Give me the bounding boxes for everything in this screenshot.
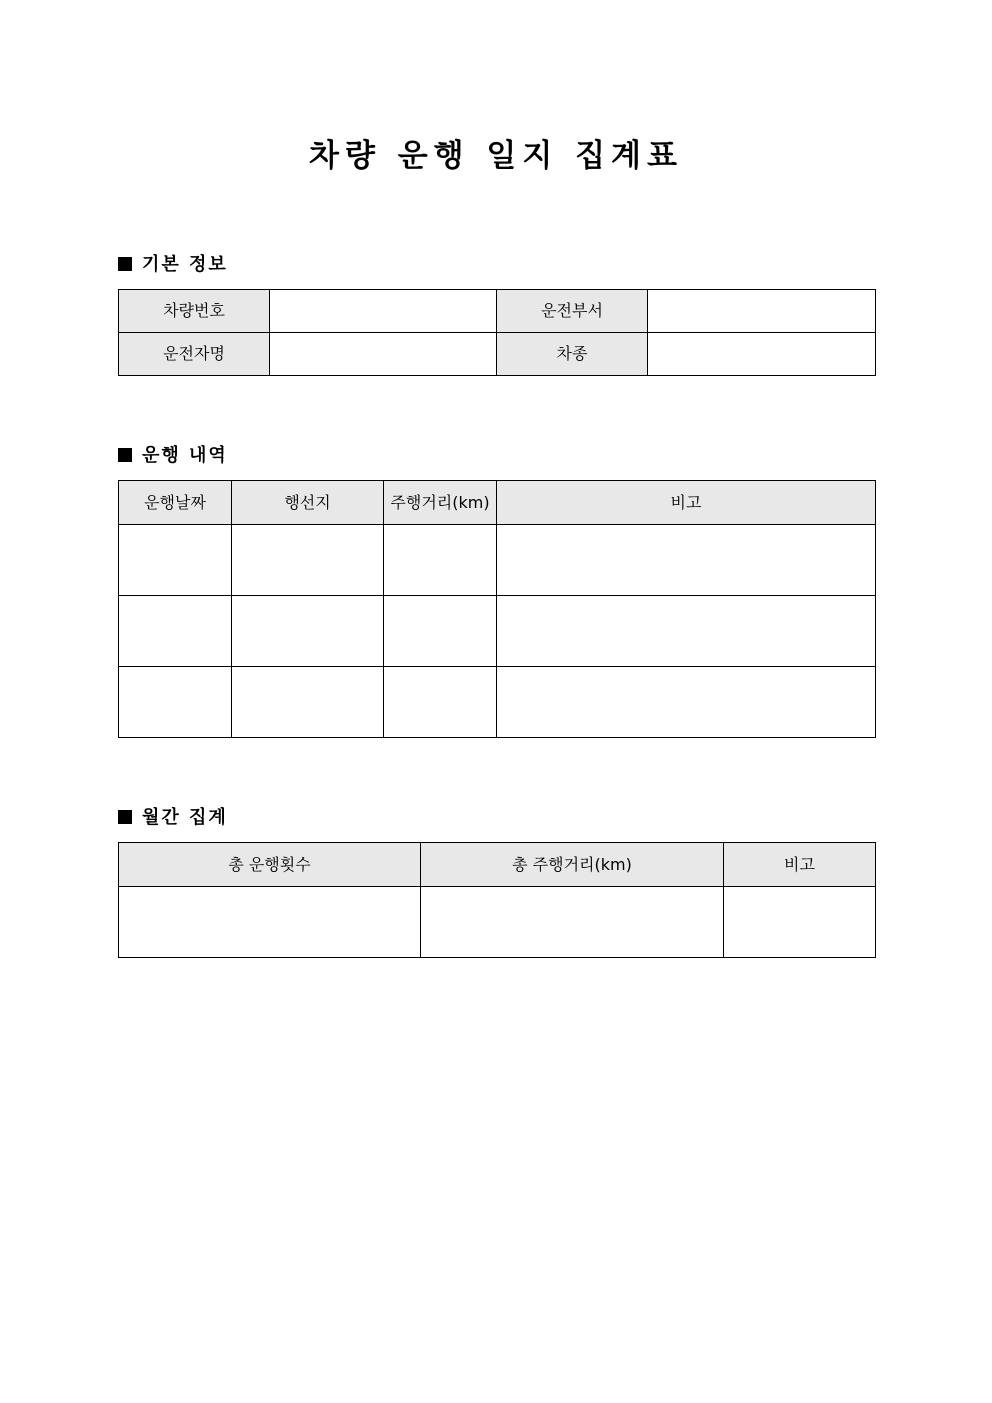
- distance-cell[interactable]: [384, 667, 497, 738]
- destination-cell[interactable]: [232, 525, 384, 596]
- distance-cell[interactable]: [384, 596, 497, 667]
- column-header-total-trips: 총 운행횟수: [119, 843, 421, 887]
- date-cell[interactable]: [119, 525, 232, 596]
- distance-cell[interactable]: [384, 525, 497, 596]
- table-row: [119, 333, 876, 376]
- vehicle-number-field[interactable]: [270, 290, 497, 333]
- driving-log-table: [118, 480, 876, 738]
- column-header-distance: [384, 481, 497, 525]
- section-heading-log-text: 운행 내역: [142, 445, 228, 466]
- date-cell[interactable]: [119, 596, 232, 667]
- square-bullet-icon: [118, 448, 132, 462]
- table-row: [119, 290, 876, 333]
- table-row: [119, 525, 876, 596]
- destination-cell[interactable]: [232, 667, 384, 738]
- section-heading-summary: [118, 807, 228, 829]
- remarks-cell[interactable]: [724, 887, 876, 958]
- section-heading-basic-text: 기본 정보: [142, 254, 228, 275]
- department-field[interactable]: [648, 290, 876, 333]
- column-header-total-distance: 총 주행거리(km): [421, 843, 724, 887]
- section-heading-basic: [118, 254, 228, 276]
- table-row: [119, 887, 876, 958]
- remarks-cell[interactable]: [497, 667, 876, 738]
- square-bullet-icon: [118, 257, 132, 271]
- table-row: [119, 667, 876, 738]
- total-distance-cell[interactable]: [421, 887, 724, 958]
- table-row: [119, 596, 876, 667]
- basic-info-table: [118, 289, 876, 376]
- vehicle-type-label: 차종: [497, 333, 648, 376]
- department-label: 운전부서: [497, 290, 648, 333]
- total-trips-cell[interactable]: [119, 887, 421, 958]
- table-header-row: [119, 481, 876, 525]
- vehicle-number-label: 차량번호: [119, 290, 270, 333]
- destination-cell[interactable]: [232, 596, 384, 667]
- column-header-remarks: 비고: [497, 481, 876, 525]
- column-header-distance-text: 주행거리(km): [390, 492, 490, 512]
- date-cell[interactable]: [119, 667, 232, 738]
- square-bullet-icon: [118, 810, 132, 824]
- section-heading-summary-text: 월간 집계: [142, 807, 228, 828]
- table-header-row: [119, 843, 876, 887]
- column-header-destination: 행선지: [232, 481, 384, 525]
- remarks-cell[interactable]: [497, 525, 876, 596]
- page-title: 차량 운행 일지 집계표: [309, 138, 683, 174]
- section-heading-log: [118, 445, 228, 467]
- driver-name-label: 운전자명: [119, 333, 270, 376]
- driver-name-field[interactable]: [270, 333, 497, 376]
- column-header-remarks: 비고: [724, 843, 876, 887]
- monthly-summary-table: [118, 842, 876, 958]
- vehicle-type-field[interactable]: [648, 333, 876, 376]
- remarks-cell[interactable]: [497, 596, 876, 667]
- column-header-date: 운행날짜: [119, 481, 232, 525]
